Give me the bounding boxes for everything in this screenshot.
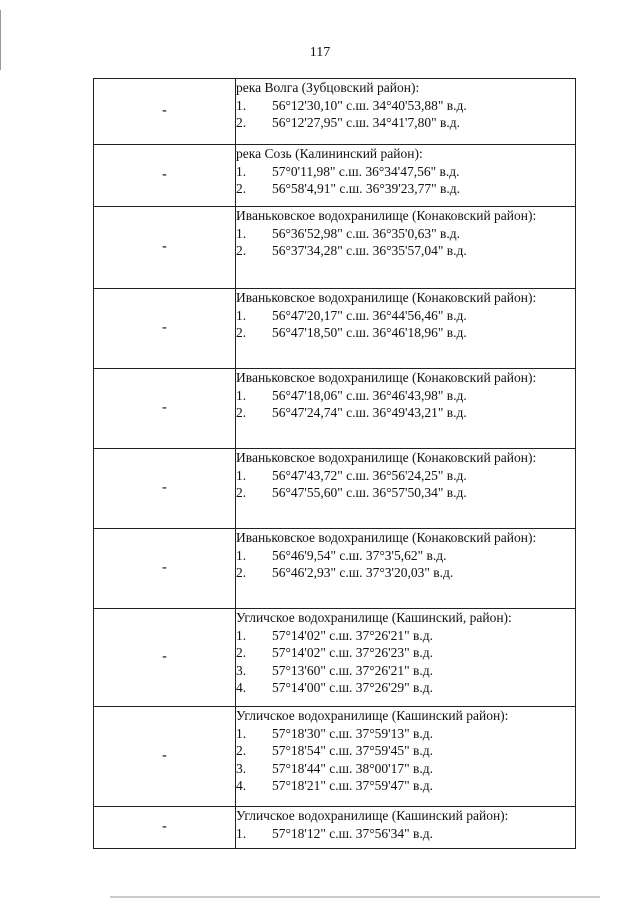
coordinate-line (236, 114, 575, 132)
longitude-value: 37°59'47" (355, 778, 410, 793)
longitude-value: 36°39'23,77" (365, 181, 437, 196)
table-row (94, 289, 576, 369)
coordinate-index: 2. (236, 243, 247, 258)
longitude-label: в.д. (409, 760, 433, 776)
location-cell (236, 289, 576, 369)
longitude-label: в.д. (443, 307, 467, 323)
coordinate-line (236, 484, 575, 502)
longitude-label: в.д. (436, 181, 460, 196)
coordinate-line (236, 760, 575, 778)
coordinate-index: 1. (236, 307, 247, 323)
location-title: Угличское водохранилище (Кашинский район): (236, 708, 509, 723)
coordinate-index: 1. (236, 825, 247, 841)
dash-mark: - (162, 102, 167, 118)
scan-bottom-smudge (110, 896, 600, 898)
coordinate-index: 2. (236, 115, 247, 130)
table-row (94, 369, 576, 449)
coordinate-line (236, 387, 575, 405)
latitude-label: с.ш. (342, 307, 373, 323)
location-title: Угличское водохранилище (Кашинский район): (236, 808, 509, 823)
latitude-value: 56°58'4,91" (272, 181, 336, 196)
longitude-value: 36°46'18,96" (372, 325, 444, 340)
coordinate-line (236, 97, 575, 115)
coordinate-index: 4. (236, 778, 247, 793)
latitude-label: с.ш. (342, 225, 373, 241)
location-title: Угличское водохранилище (Кашинский, район): (236, 610, 512, 625)
longitude-label: в.д. (409, 627, 433, 643)
location-cell (236, 207, 576, 289)
dash-cell (94, 807, 236, 849)
latitude-label: с.ш. (325, 760, 356, 776)
latitude-label: с.ш. (335, 181, 366, 196)
longitude-value: 36°46'43,98" (372, 387, 444, 403)
longitude-label: в.д. (436, 115, 460, 130)
latitude-label: с.ш. (325, 680, 356, 695)
coordinate-index: 1. (236, 387, 247, 403)
longitude-value: 34°40'53,88" (372, 97, 444, 113)
dash-mark: - (162, 166, 167, 182)
coordinate-line (236, 725, 575, 743)
longitude-value: 37°59'45" (355, 743, 410, 758)
dash-cell (94, 707, 236, 807)
coordinate-line (236, 679, 575, 697)
table-body (94, 79, 576, 849)
table-row (94, 707, 576, 807)
dash-mark: - (162, 559, 167, 575)
latitude-value: 56°47'55,60" (272, 485, 343, 500)
longitude-value: 38°00'17" (355, 760, 410, 776)
longitude-value: 37°26'23" (355, 645, 410, 660)
dash-cell (94, 207, 236, 289)
longitude-value: 36°57'50,34" (372, 485, 444, 500)
dash-mark: - (162, 399, 167, 415)
coordinate-line (236, 324, 575, 342)
coordinate-index: 2. (236, 485, 247, 500)
latitude-label: с.ш. (325, 743, 356, 758)
latitude-label: с.ш. (335, 547, 366, 563)
latitude-value: 56°12'30,10" (272, 97, 343, 113)
coordinate-index: 1. (236, 725, 247, 741)
coordinate-line (236, 163, 575, 181)
latitude-label: с.ш. (342, 115, 373, 130)
coordinate-line (236, 825, 575, 843)
latitude-value: 57°18'54" (272, 743, 326, 758)
table-row (94, 807, 576, 849)
latitude-value: 56°46'2,93" (272, 565, 336, 580)
location-cell (236, 449, 576, 529)
latitude-value: 57°18'44" (272, 760, 326, 776)
dash-cell (94, 529, 236, 609)
coordinate-line (236, 564, 575, 582)
coordinate-index: 3. (236, 760, 247, 776)
coordinates-table (93, 78, 576, 849)
latitude-label: с.ш. (325, 778, 356, 793)
table-row (94, 207, 576, 289)
longitude-value: 34°41'7,80" (372, 115, 437, 130)
table-row (94, 79, 576, 145)
location-cell (236, 707, 576, 807)
latitude-label: с.ш. (342, 387, 373, 403)
dash-cell (94, 369, 236, 449)
table-row (94, 145, 576, 207)
longitude-value: 36°34'47,56" (365, 163, 437, 179)
coordinate-line (236, 242, 575, 260)
coordinate-index: 1. (236, 163, 247, 179)
coordinate-line (236, 742, 575, 760)
latitude-value: 56°36'52,98" (272, 225, 343, 241)
coordinate-line (236, 404, 575, 422)
latitude-label: с.ш. (342, 243, 373, 258)
latitude-label: с.ш. (342, 467, 373, 483)
coordinate-index: 1. (236, 97, 247, 113)
latitude-value: 57°14'00" (272, 680, 326, 695)
coordinate-index: 2. (236, 743, 247, 758)
coordinate-index: 2. (236, 181, 247, 196)
longitude-value: 37°56'34" (355, 825, 410, 841)
coordinate-index: 4. (236, 680, 247, 695)
longitude-label: в.д. (409, 778, 433, 793)
latitude-label: с.ш. (335, 163, 366, 179)
coordinate-index: 2. (236, 405, 247, 420)
longitude-value: 36°35'57,04" (372, 243, 444, 258)
longitude-value: 36°35'0,63" (372, 225, 437, 241)
longitude-value: 37°26'21" (355, 627, 410, 643)
latitude-value: 57°18'12" (272, 825, 326, 841)
coordinate-line (236, 307, 575, 325)
coordinate-index: 1. (236, 467, 247, 483)
coordinate-line (236, 777, 575, 795)
latitude-value: 57°14'02" (272, 645, 326, 660)
latitude-label: с.ш. (325, 662, 356, 678)
coordinate-line (236, 627, 575, 645)
location-cell (236, 529, 576, 609)
dash-cell (94, 145, 236, 207)
location-title: Иваньковское водохранилище (Конаковский район): (236, 290, 537, 305)
dash-mark: - (162, 479, 167, 495)
longitude-label: в.д. (443, 325, 467, 340)
latitude-value: 56°47'24,74" (272, 405, 343, 420)
latitude-value: 57°13'60" (272, 662, 326, 678)
longitude-label: в.д. (409, 743, 433, 758)
longitude-value: 37°59'13" (355, 725, 410, 741)
location-title: Иваньковское водохранилище (Конаковский район): (236, 208, 537, 223)
dash-cell (94, 289, 236, 369)
longitude-label: в.д. (429, 565, 454, 580)
scan-edge-line (0, 10, 1, 70)
latitude-label: с.ш. (342, 97, 373, 113)
latitude-value: 56°46'9,54" (272, 547, 336, 563)
latitude-label: с.ш. (342, 405, 373, 420)
longitude-label: в.д. (409, 825, 433, 841)
dash-mark: - (162, 818, 167, 834)
dash-cell (94, 609, 236, 707)
longitude-value: 37°26'29" (355, 680, 410, 695)
location-cell (236, 807, 576, 849)
location-title: река Волга (Зубцовский район): (236, 80, 420, 95)
latitude-value: 56°47'18,50" (272, 325, 343, 340)
longitude-label: в.д. (443, 387, 467, 403)
dash-mark: - (162, 747, 167, 763)
dash-cell (94, 79, 236, 145)
latitude-value: 57°18'21" (272, 778, 326, 793)
latitude-value: 57°0'11,98" (272, 163, 336, 179)
longitude-label: в.д. (436, 163, 460, 179)
coordinate-line (236, 644, 575, 662)
longitude-label: в.д. (409, 725, 433, 741)
dash-mark: - (162, 238, 167, 254)
latitude-label: с.ш. (325, 627, 356, 643)
location-title: река Созь (Калининский район): (236, 146, 423, 161)
latitude-label: с.ш. (325, 645, 356, 660)
longitude-label: в.д. (436, 225, 460, 241)
location-cell (236, 79, 576, 145)
latitude-label: с.ш. (335, 565, 366, 580)
longitude-label: в.д. (443, 485, 467, 500)
latitude-value: 56°37'34,28" (272, 243, 343, 258)
longitude-label: в.д. (443, 405, 467, 420)
location-title: Иваньковское водохранилище (Конаковский район): (236, 450, 537, 465)
table-row (94, 609, 576, 707)
coordinate-index: 3. (236, 662, 247, 678)
longitude-label: в.д. (443, 97, 467, 113)
table-row (94, 449, 576, 529)
longitude-value: 36°44'56,46" (372, 307, 444, 323)
coordinate-line (236, 180, 575, 198)
dash-mark: - (162, 319, 167, 335)
longitude-label: в.д. (443, 243, 467, 258)
latitude-value: 56°47'43,72" (272, 467, 343, 483)
dash-cell (94, 449, 236, 529)
page-number: 117 (309, 45, 331, 60)
coordinate-index: 1. (236, 547, 247, 563)
coordinate-index: 2. (236, 645, 247, 660)
latitude-value: 56°47'18,06" (272, 387, 343, 403)
longitude-label: в.д. (409, 680, 433, 695)
longitude-value: 36°49'43,21" (372, 405, 444, 420)
latitude-value: 56°47'20,17" (272, 307, 343, 323)
longitude-value: 37°3'20,03" (365, 565, 430, 580)
longitude-label: в.д. (423, 547, 447, 563)
longitude-label: в.д. (409, 662, 433, 678)
table-row (94, 529, 576, 609)
coordinate-line (236, 467, 575, 485)
dash-mark: - (162, 648, 167, 664)
latitude-label: с.ш. (342, 325, 373, 340)
latitude-label: с.ш. (325, 825, 356, 841)
location-title: Иваньковское водохранилище (Конаковский район): (236, 530, 537, 545)
longitude-value: 37°3'5,62" (365, 547, 424, 563)
latitude-label: с.ш. (325, 725, 356, 741)
location-cell (236, 145, 576, 207)
latitude-value: 56°12'27,95" (272, 115, 343, 130)
coordinate-index: 1. (236, 225, 247, 241)
coordinate-line (236, 225, 575, 243)
coordinate-index: 2. (236, 565, 247, 580)
coordinate-line (236, 547, 575, 565)
latitude-value: 57°14'02" (272, 627, 326, 643)
coordinate-line (236, 662, 575, 680)
coordinate-index: 1. (236, 627, 247, 643)
latitude-value: 57°18'30" (272, 725, 326, 741)
longitude-label: в.д. (443, 467, 467, 483)
location-cell (236, 369, 576, 449)
longitude-label: в.д. (409, 645, 433, 660)
location-title: Иваньковское водохранилище (Конаковский район): (236, 370, 537, 385)
longitude-value: 37°26'21" (355, 662, 410, 678)
coordinate-index: 2. (236, 325, 247, 340)
location-cell (236, 609, 576, 707)
longitude-value: 36°56'24,25" (372, 467, 444, 483)
latitude-label: с.ш. (342, 485, 373, 500)
